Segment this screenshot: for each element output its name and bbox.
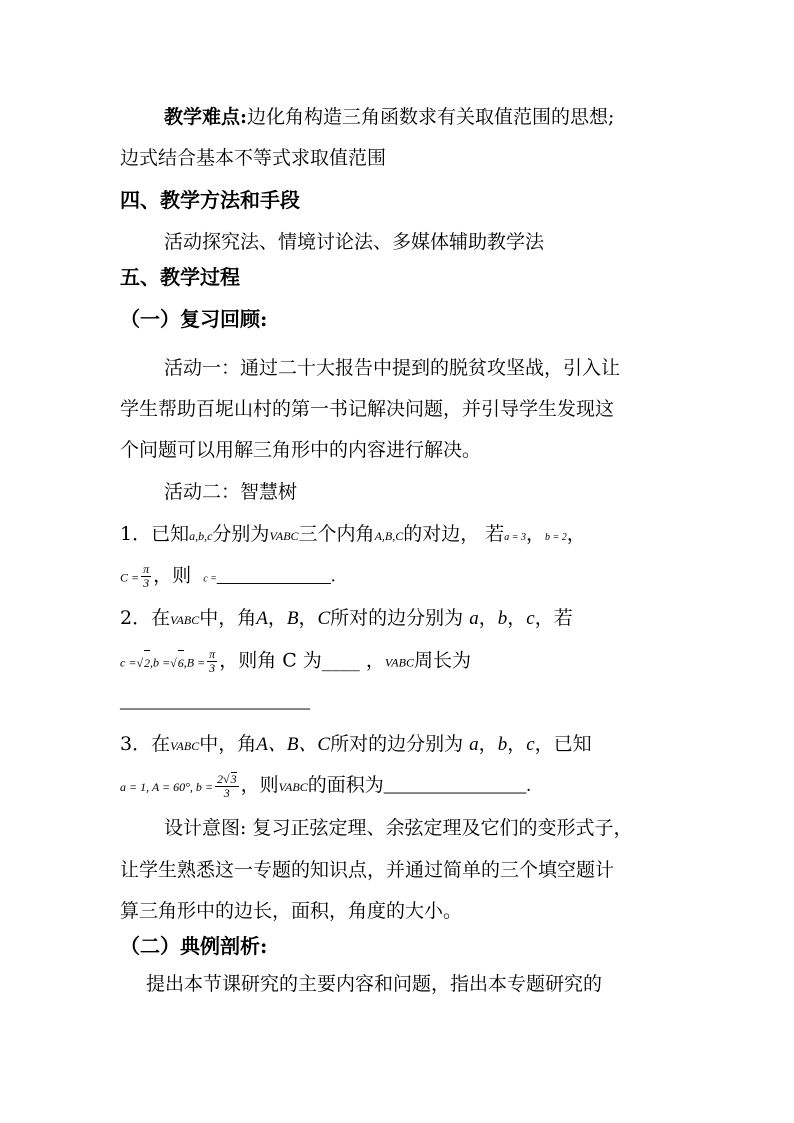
q2-text-2: 所对的边分别为 (330, 607, 464, 629)
difficulty-text: 边化角构造三角函数求有关取值范围的思想; (247, 106, 615, 128)
q2-side-c: c (526, 608, 535, 629)
q1-a-value: a = 3 (504, 532, 527, 543)
q2-b-radicand: 6 (178, 650, 184, 675)
q3-triangle-2: VABC (278, 780, 308, 794)
heading-section-4: 四、教学方法和手段 (120, 188, 300, 212)
q3-frac-num: 2√3 (217, 772, 237, 786)
q2-fraction (207, 648, 217, 675)
q1-fraction (141, 563, 151, 590)
q1-text-2: 三个内角 (298, 523, 375, 545)
q3-text-3: ，已知 (534, 733, 592, 755)
design-intent-line2: 让学生熟悉这一专题的知识点，并通过简单的三个填空题计 (120, 859, 615, 881)
heading-section-5: 五、教学过程 (120, 265, 240, 289)
q2-text-1: 中，角 (199, 607, 257, 629)
paragraph-difficulty (164, 105, 614, 129)
subheading-example: （二）典例剖析: (120, 934, 268, 958)
q3-text-2: 所对的边分别为 (330, 733, 464, 755)
question-3-cont (120, 772, 531, 800)
q2-frac-den: 3 (209, 661, 216, 675)
q3-frac-radicand: 3 (230, 772, 237, 786)
q1-c-eq: c = (203, 573, 217, 585)
design-intent-line3: 算三角形中的边长，面积，角度的大小。 (120, 900, 463, 922)
q3-text-1: 中，角 (199, 733, 257, 755)
q2-angle-c: C (317, 608, 331, 629)
q3-side-c: c (526, 734, 535, 755)
q2-comma-3: ， (478, 607, 498, 629)
q1-b-value: b = 2 (545, 532, 567, 543)
q2-answer-blank: ____________________ (120, 691, 310, 712)
q3-conditions: a = 1, A = 60°, b = (120, 780, 213, 794)
question-3 (120, 732, 592, 758)
q1-text-3: 的对边， 若 (403, 523, 505, 545)
difficulty-label: 教学难点: (164, 106, 248, 128)
q2-side-a: a (469, 608, 479, 629)
q1-triangle: VABC (269, 529, 299, 543)
q1-then: ，则 (153, 564, 192, 587)
subheading-review: （一）复习回顾: (120, 307, 268, 331)
q3-comma-1: ， (478, 733, 498, 755)
activity1-line3: 个问题可以用解三角形中的内容进行解决。 (120, 439, 482, 461)
q2-frac-num: π (209, 647, 216, 661)
question-2 (120, 606, 573, 632)
q1-frac-den: 3 (143, 576, 150, 590)
activity1-line1: 活动一：通过二十大报告中提到的脱贫攻坚战，引入让 (164, 357, 621, 379)
q3-frac-coef: 2 (217, 772, 223, 786)
q3-fraction (215, 772, 239, 800)
q1-sep: ， (526, 523, 546, 545)
q2-comma-2: ， (298, 607, 318, 629)
design-intent-line1: 设计意图: 复习正弦定理、余弦定理及它们的变形式子， (164, 817, 633, 839)
q1-c-angle: C = (120, 570, 140, 585)
q1-comma: ， (566, 523, 586, 545)
difficulty-text-cont: 边式结合基本不等式求取值范围 (120, 147, 387, 169)
q2-text-4: ，则角 C 为____ ， (219, 649, 385, 672)
q3-triangle: VABC (170, 739, 200, 753)
activity2: 活动二：智慧树 (164, 481, 298, 503)
q2-text-5: 周长为 (413, 649, 471, 672)
q2-comma-4: ， (507, 607, 527, 629)
q2-c-eq: c = (120, 655, 137, 670)
q3-number: 3．在 (120, 733, 171, 755)
q1-text-1: 分别为 (212, 523, 270, 545)
q2-angle-b-eq: ,B = (183, 655, 206, 670)
question-1 (120, 522, 586, 550)
q3-side-a: a (469, 734, 479, 755)
q2-angle-b: B (286, 608, 299, 629)
example-intro: 提出本节课研究的主要内容和问题，指出本专题研究的 (146, 973, 603, 995)
q2-side-b: b (497, 608, 508, 629)
q3-text-4: ，则 (240, 774, 279, 796)
q3-angles: A、B、C (256, 734, 331, 755)
q3-comma-2: ， (507, 733, 527, 755)
q1-angles: A,B,C (374, 529, 404, 543)
q1-vars: a,b,c (189, 529, 213, 543)
q3-frac-den: 3 (223, 786, 230, 800)
q3-answer-blank: _______________. (383, 775, 531, 796)
question-2-cont: c =√2,b =√6,B = $\frac{\pi}{3}$ ，则角 C 为____ ，VABC周长为 (120, 647, 471, 675)
q3-text-5: 的面积为 (307, 774, 384, 796)
q2-triangle-2: VABC (384, 655, 414, 670)
q2-number: 2．在 (120, 607, 171, 629)
q2-c-radicand: 2 (144, 650, 150, 675)
q2-triangle: VABC (170, 613, 200, 627)
q3-side-b: b (497, 734, 508, 755)
q2-b-eq: ,b = (150, 655, 171, 670)
teaching-methods: 活动探究法、情境讨论法、多媒体辅助教学法 (164, 231, 545, 253)
q1-frac-num: π (143, 562, 150, 576)
q2-comma-1: ， (267, 607, 287, 629)
q2-angle-a: A (256, 608, 268, 629)
q1-answer-blank: ____________. (216, 565, 336, 587)
q1-number: 1．已知 (120, 523, 190, 545)
q2-text-3: ，若 (534, 607, 573, 629)
question-1-cont (120, 563, 336, 592)
activity1-line2: 学生帮助百坭山村的第一书记解决问题，并引导学生发现这 (120, 398, 615, 420)
